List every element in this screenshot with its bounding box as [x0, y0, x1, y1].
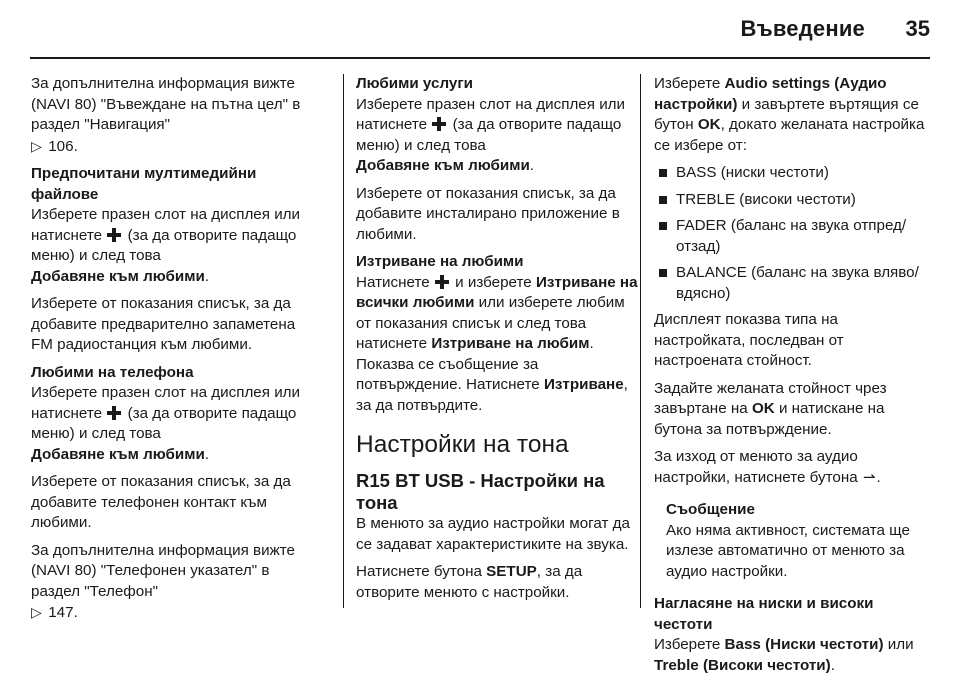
list-item: BASS (ниски честоти)	[654, 163, 930, 184]
paragraph-menu: В менюто за аудио настройки могат да се задават характеристиките на звука.	[356, 515, 630, 553]
paragraph-select-audio: Изберете Audio settings (Аудио настройки) и завъртете въртящия се бутон OK, докато желаната настройка се избере от:	[654, 75, 925, 154]
paragraph-exit: За изход от менюто за аудио настройки, натиснете бутона ⇀.	[654, 447, 930, 488]
section-phone: Любими на телефона Изберете празен слот на дисплея или натиснете (за да отворите падащо меню) и след това Добавяне към любими.	[31, 363, 317, 466]
column-1	[31, 74, 317, 631]
page-number: 35	[905, 16, 930, 41]
heading-r15-tone: R15 BT USB - Настройки на тона	[356, 470, 605, 513]
header-rule	[30, 57, 930, 59]
page-ref-icon: ▷	[31, 604, 42, 620]
plus-icon	[107, 228, 122, 241]
paragraph-ok: Задайте желаната стойност чрез завъртане на OK и натискане на бутона за потвърждение.	[654, 379, 887, 438]
back-icon: ⇀	[862, 468, 876, 486]
column-2	[356, 74, 641, 610]
paragraph-app: Изберете от показания списък, за да добавите инсталирано приложение в любими.	[356, 184, 620, 243]
note-title: Съобщение	[666, 501, 755, 518]
heading-phone-favourites: Любими на телефона	[31, 363, 194, 381]
note-box	[654, 500, 930, 582]
tone-options-list	[654, 163, 930, 304]
plus-icon	[435, 275, 450, 288]
heading-media-favourites: Предпочитани мултимедийни файлове	[31, 165, 257, 203]
heading-tone-settings: Настройки на тона	[356, 431, 569, 458]
paragraph-fm: Изберете от показания списък, за да добавите предварително запаметена FM радиостанция към любими.	[31, 295, 296, 353]
section-media: Предпочитани мултимедийни файлове Изберете празен слот на дисплея или натиснете (за да отворите падащо меню) и след това Добавяне към любими.	[31, 164, 317, 287]
plus-icon	[107, 406, 122, 419]
column-divider-1	[343, 74, 344, 608]
page-header-title: Въведение	[740, 16, 865, 41]
paragraph-phone-ref: За допълнителна информация вижте (NAVI 80) "Телефонен указател" в раздел "Телефон" ▷ 147.	[31, 541, 295, 621]
page-ref-icon: ▷	[31, 137, 42, 154]
section-services: Любими услуги Изберете празен слот на дисплея или натиснете (за да отворите падащо меню) и след това Добавяне към любими.	[356, 74, 641, 177]
column-3	[654, 74, 930, 683]
list-item: BALANCE (баланс на звука вляво/вдясно)	[654, 263, 930, 304]
paragraph-contact: Изберете от показания списък, за да добавите телефонен контакт към любими.	[31, 473, 291, 531]
heading-delete-favourites: Изтриване на любими	[356, 253, 524, 270]
paragraph-navi-ref: За допълнителна информация вижте (NAVI 80) "Въвеждане на пътна цел" в раздел "Навигация" ▷ 106.	[31, 75, 301, 155]
note-text: Ако няма активност, системата ще излезе автоматично от менюто за аудио настройки.	[666, 521, 910, 580]
paragraph-display: Дисплеят показва типа на настройката, последван от настроената стойност.	[654, 311, 844, 369]
heading-favourite-services: Любими услуги	[356, 75, 474, 92]
plus-icon	[432, 117, 447, 130]
list-item: FADER (баланс на звука отпред/отзад)	[654, 216, 930, 257]
section-bass-treble: Нагласяне на ниски и високи честоти Изберете Bass (Ниски честоти) или Treble (Високи честоти).	[654, 594, 930, 676]
heading-bass-treble: Нагласяне на ниски и високи честоти	[654, 595, 874, 633]
paragraph-setup: Натиснете бутона SETUP, за да отворите менюто с настройки.	[356, 563, 583, 601]
list-item: TREBLE (високи честоти)	[654, 190, 930, 211]
section-delete: Изтриване на любими Натиснете и изберете Изтриване на всички любими или изберете любим от показания списък и след това натиснете Изтриване на любим. Показва се съобщение за потвърждение. Натиснете Изтриване, за да потвърдите.	[356, 252, 641, 416]
